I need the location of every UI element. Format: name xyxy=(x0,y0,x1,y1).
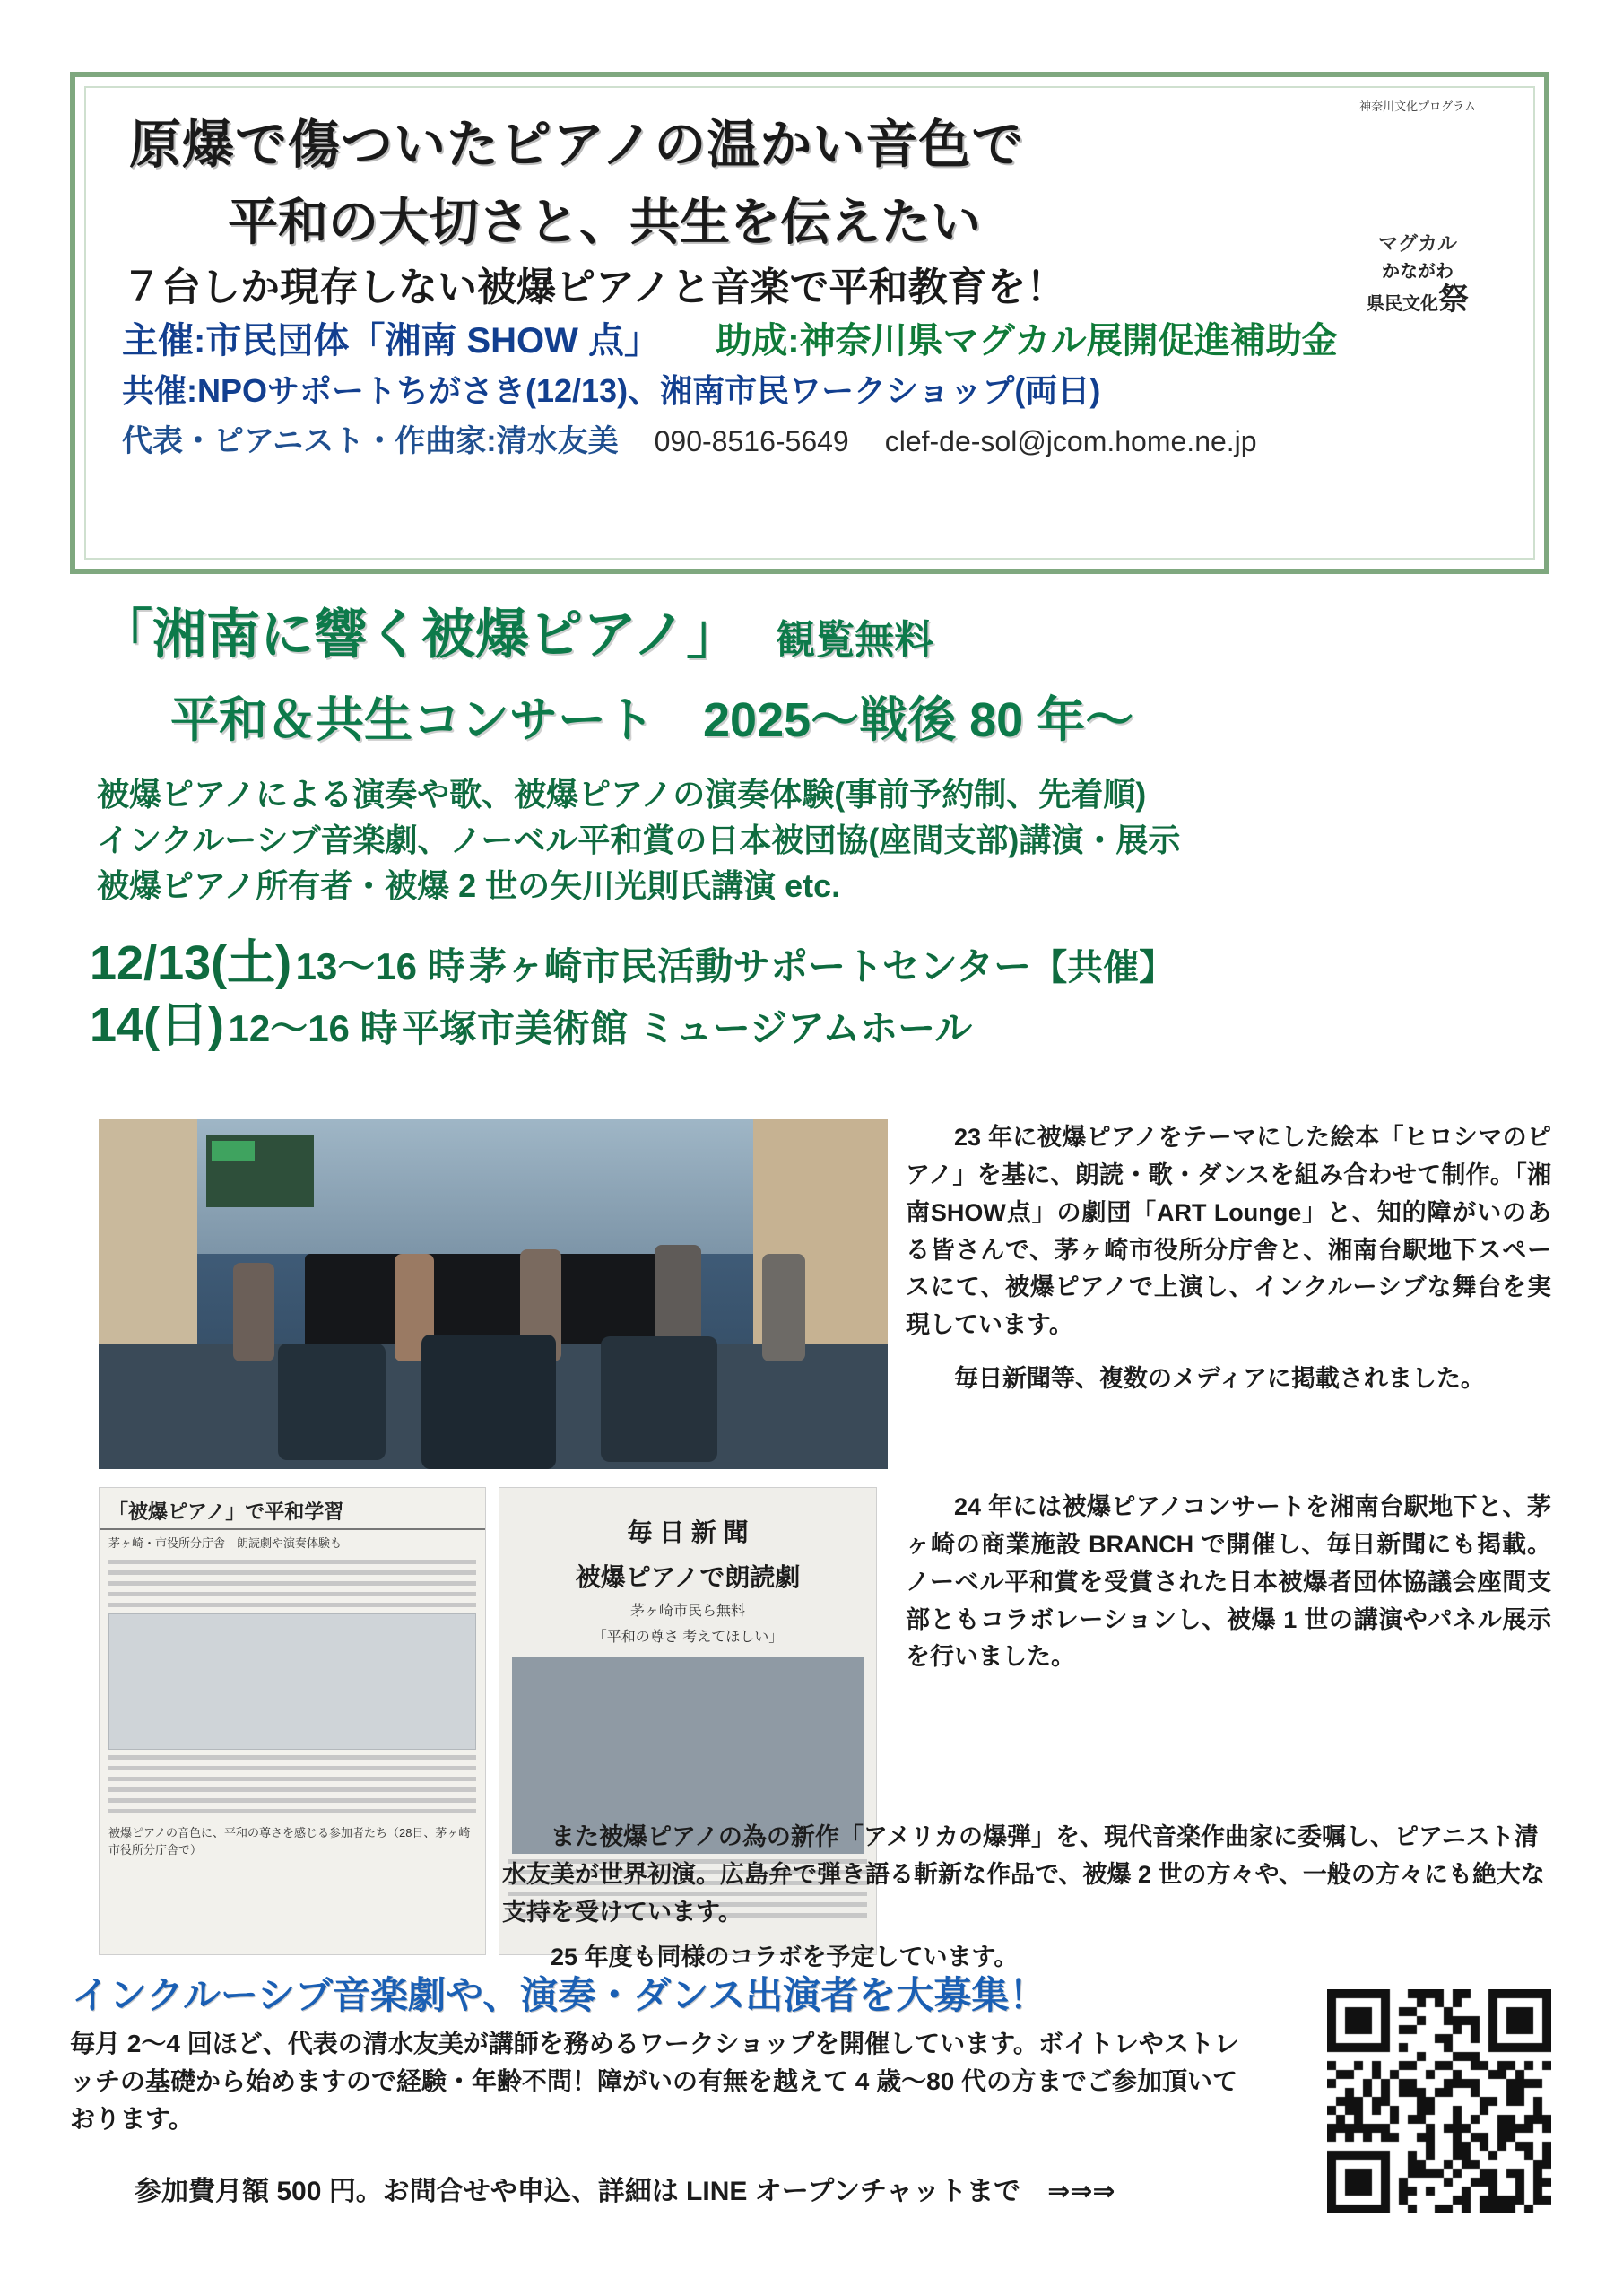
magcul-letter-1: G xyxy=(1383,128,1405,159)
cohost-line: 共催:NPOサポートちがさき(12/13)、湘南市民ワークショップ(両日) xyxy=(122,372,1101,409)
magcul-letter-3: U xyxy=(1480,128,1499,159)
magcul-tile-l3 xyxy=(1419,173,1464,226)
magcul-tile-c xyxy=(1419,117,1464,170)
line-openchat-qr-code[interactable] xyxy=(1327,1989,1551,2213)
event-subtitle: 平和＆共生コンサート 2025〜戦後 80 年〜 xyxy=(170,693,1134,747)
magcul-letter-2: C xyxy=(1431,128,1452,159)
magcul-letter-6: L xyxy=(1433,183,1450,213)
magcul-letter-4: L xyxy=(1337,183,1355,213)
newspaper-clipping-1 xyxy=(99,1487,486,1955)
clipping-2-paper-name: 毎 日 新 聞 xyxy=(627,1518,749,1546)
clipping-2-lead: 「平和の尊さ 考えてほしい」 xyxy=(592,1630,784,1645)
clipping-1-text-lines xyxy=(108,1560,476,1607)
concert-photo xyxy=(99,1119,888,1469)
clipping-1-caption: 被爆ピアノの音色に、平和の尊さを感じる参加者たち（28日、茅ヶ崎市役所分庁舎で） xyxy=(108,1826,471,1857)
photo-audience-3 xyxy=(601,1336,717,1462)
event-description xyxy=(97,771,1549,909)
schedule-time-1: 13〜16 時 xyxy=(295,945,465,987)
photo-wall-left xyxy=(99,1119,197,1344)
description-line-1: 被爆ピアノによる演奏や歌、被爆ピアノの演奏体験(事前予約制、先着順) xyxy=(97,776,1147,813)
schedule-venue-2: 平塚市美術館 ミュージアムホール xyxy=(402,1007,973,1050)
schedule-time-2: 12〜16 時 xyxy=(228,1007,398,1050)
article-right-mid xyxy=(906,1489,1551,1689)
photo-audience-1 xyxy=(278,1344,386,1460)
representative-name: 代表・ピアニスト・作曲家:清水友美 xyxy=(122,424,619,458)
article-bottom xyxy=(502,1819,1556,1983)
clipping-2-subhead: 茅ヶ崎市民ら無料 xyxy=(629,1604,745,1619)
article-right-top xyxy=(906,1119,1551,1414)
kanagawa-line1: かながわ xyxy=(1382,262,1454,282)
article-bottom-para-1: また被爆ピアノの為の新作「アメリカの爆弾」を、現代音楽作曲家に委嘱し、ピアニスト清水友美が世界初演。広島弁で弾き語る斬新な作品で、被爆 2 世の方々や、一般の方々にも絶大な支持を受けています。 xyxy=(502,1823,1545,1926)
qr-canvas xyxy=(1327,1989,1551,2213)
magcul-letter-grid xyxy=(1324,117,1512,225)
clipping-1-photo xyxy=(108,1613,476,1750)
article-right-top-para-2: 毎日新聞等、複数のメディアに掲載されました。 xyxy=(954,1365,1485,1393)
kanagawa-festival-mark xyxy=(1315,262,1521,317)
email-address: clef-de-sol@jcom.home.ne.jp xyxy=(884,425,1257,457)
magcul-letter-7: L xyxy=(1480,183,1498,213)
photo-performer-5 xyxy=(762,1254,805,1361)
clipping-1-subhead: 茅ヶ崎・市役所分庁舎 朗読劇や演奏体験も xyxy=(108,1536,343,1550)
recruit-fee-line: 参加費月額 500 円。お問合せや申込、詳細は LINE オープンチャットまで ⇒⇒⇒ xyxy=(135,2177,1115,2206)
headline-tertiary: ７台しか現存しない被爆ピアノと音楽で平和教育を！ xyxy=(122,265,1066,309)
article-right-mid-para-1: 24 年には被爆ピアノコンサートを湘南台駅地下と、茅ヶ崎の商業施設 BRANCH で開催し、毎日新聞にも掲載。ノーベル平和賞を受賞された日本被爆者団体協議会座間支部ともコラボレーションし、被爆 1 世の講演やパネル展示を行いました。 xyxy=(906,1493,1551,1671)
schedule-row-2 xyxy=(90,995,1560,1057)
magcul-katakana: マグカル xyxy=(1377,232,1457,255)
headline-primary: 原爆で傷ついたピアノの温かい音色で xyxy=(129,116,1025,174)
magcul-tile-l1 xyxy=(1324,173,1368,226)
schedule-date-1: 12/13(土) xyxy=(90,936,292,990)
recruit-body: 毎月 2〜4 回ほど、代表の清水友美が講師を務めるワークショップを開催しています。ボイトレやストレッチの基礎から始めますので経験・年齢不問！障がいの有無を越えて 4 歳〜80 代の方までご参加頂いております。 xyxy=(70,2030,1239,2133)
description-line-3: 被爆ピアノ所有者・被爆 2 世の矢川光則氏講演 etc. xyxy=(97,867,841,905)
grant-label: 助成: xyxy=(716,321,800,361)
magcul-letter-0: MA xyxy=(1324,128,1367,159)
phone-number: 090-8516-5649 xyxy=(654,425,849,457)
magcul-tile-l4 xyxy=(1467,173,1512,226)
schedule-badge-1: 【共催】 xyxy=(1031,948,1176,987)
kanagawa-line2: 県民文化 xyxy=(1367,294,1438,314)
magcul-logo xyxy=(1315,97,1521,321)
grant-value: 神奈川県マグカル展開促進補助金 xyxy=(799,321,1338,361)
photo-audience-2 xyxy=(421,1335,556,1469)
organizer-line xyxy=(122,312,1521,363)
clipping-2-headline: 被爆ピアノで朗読劇 xyxy=(575,1563,801,1591)
kanagawa-matsuri: 祭 xyxy=(1438,283,1469,317)
organizer-value: 市民団体「湘南 SHOW 点」 xyxy=(205,321,660,361)
exit-sign-icon xyxy=(212,1141,255,1161)
article-bottom-para-2: 25 年度も同様のコラボを予定しています。 xyxy=(551,1943,1019,1970)
description-line-2: インクルーシブ音楽劇、ノーベル平和賞の日本被団協(座間支部)講演・展示 xyxy=(97,822,1181,859)
magcul-tile-g xyxy=(1371,117,1416,170)
magcul-tile-u xyxy=(1467,117,1512,170)
event-title-main: 「湘南に響く被爆ピアノ」 xyxy=(99,604,741,665)
photo-performer-1 xyxy=(233,1263,274,1361)
schedule-list xyxy=(90,933,1560,1057)
recruit-heading: インクルーシブ音楽劇や、演奏・ダンス出演者を大募集！ xyxy=(72,1974,1047,2016)
clipping-1-text-lines-2 xyxy=(108,1755,476,1813)
event-title xyxy=(99,592,1533,669)
magcul-tile-l2 xyxy=(1371,173,1416,226)
headline-secondary: 平和の大切さと、共生を伝えたい xyxy=(228,194,981,250)
schedule-date-2: 14(日) xyxy=(90,998,225,1053)
schedule-row-1 xyxy=(90,933,1560,995)
free-admission-badge: 観覧無料 xyxy=(776,618,934,662)
magcul-program-label: 神奈川文化プログラム xyxy=(1359,100,1476,113)
magcul-tile-ma xyxy=(1324,117,1368,170)
clipping-1-headline: 「被爆ピアノ」で平和学習 xyxy=(100,1488,485,1530)
representative-line xyxy=(122,416,1521,460)
organizer-label: 主催: xyxy=(122,321,206,361)
article-right-top-para-1: 23 年に被爆ピアノをテーマにした絵本「ヒロシマのピアノ」を基に、朗読・歌・ダンスを組み合わせて制作。「湘南SHOW点」の劇団「ART Lounge」と、知的障がいのある皆さんで、茅ヶ崎市役所分庁舎と、湘南台駅地下スペースにて、被爆ピアノで上演し、インクルーシブな舞台を実現しています。 xyxy=(906,1124,1552,1339)
header-box xyxy=(70,72,1549,574)
schedule-venue-1: 茅ヶ崎市民活動サポートセンター xyxy=(469,945,1032,987)
magcul-letter-5: L xyxy=(1385,183,1402,213)
